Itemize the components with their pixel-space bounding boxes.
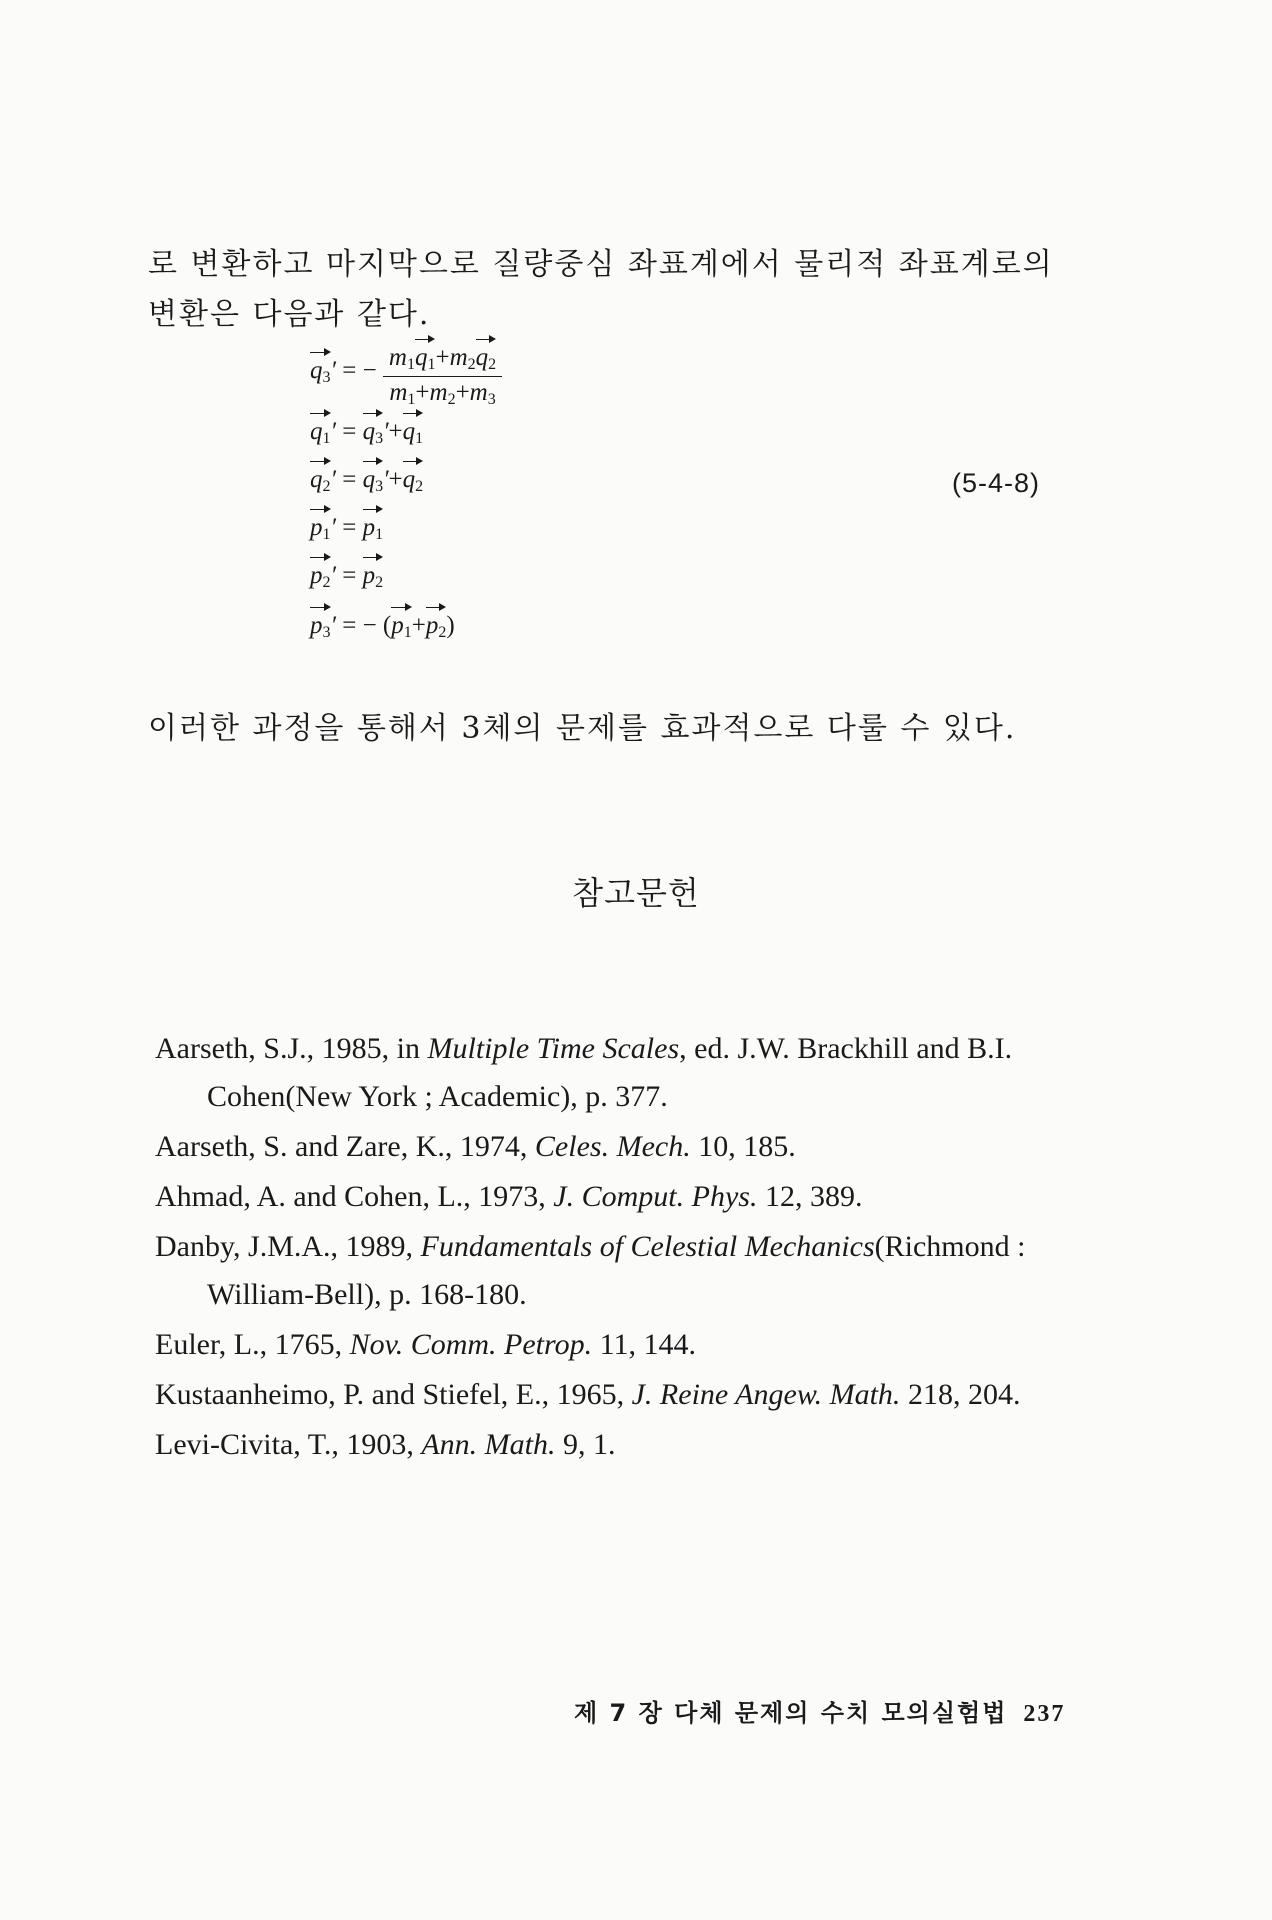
equation-line-1: $q_3'$ = − $\frac{m_1q_1+m_2q_2}{m_1+m_2+m_3}$	[310, 336, 502, 409]
equation-number: (5-4-8)	[952, 468, 1041, 498]
reference-item: Levi-Civita, T., 1903, Ann. Math. 9, 1.	[155, 1428, 616, 1461]
equation-line-2: $q_1' = q_3'+q_1$	[310, 410, 423, 448]
reference-item: Aarseth, S. and Zare, K., 1974, Celes. Mech. 10, 185.	[155, 1130, 796, 1163]
intro-paragraph: 로 변환하고 마지막으로 질량중심 좌표계에서 물리적 좌표계로의 변환은 다음과 같다.	[148, 247, 1054, 332]
reference-item: Danby, J.M.A., 1989, Fundamentals of Celestial Mechanics(Richmond : William-Bell), p. 168-180.	[155, 1230, 1026, 1311]
references-heading: 참고문헌	[572, 874, 700, 912]
page-footer	[574, 1693, 1065, 1728]
equation-line-6: $p_3'$ = − $(p_1+p_2)$	[310, 604, 455, 642]
reference-item: Kustaanheimo, P. and Stiefel, E., 1965, J. Reine Angew. Math. 218, 204.	[155, 1378, 1021, 1411]
reference-item: Ahmad, A. and Cohen, L., 1973, J. Comput. Phys. 12, 389.	[155, 1180, 863, 1213]
page-number: 237	[1023, 1701, 1066, 1727]
equation-line-5: $p_2' = p_2$	[310, 554, 383, 592]
equation-line-3: $q_2' = q_3'+q_2$	[310, 458, 423, 496]
references-list	[155, 1025, 1090, 1471]
reference-item: Aarseth, S.J., 1985, in Multiple Time Scales, ed. J.W. Brackhill and B.I. Cohen(New York ; Academic), p. 377.	[155, 1032, 1013, 1113]
chapter-title: 제 7 장 다체 문제의 수치 모의실험법	[574, 1699, 1008, 1727]
outro-paragraph: 이러한 과정을 통해서 3체의 문제를 효과적으로 다룰 수 있다.	[148, 711, 1017, 746]
reference-item: Euler, L., 1765, Nov. Comm. Petrop. 11, 144.	[155, 1328, 696, 1361]
equation-line-4: $p_1' = p_1$	[310, 506, 383, 544]
